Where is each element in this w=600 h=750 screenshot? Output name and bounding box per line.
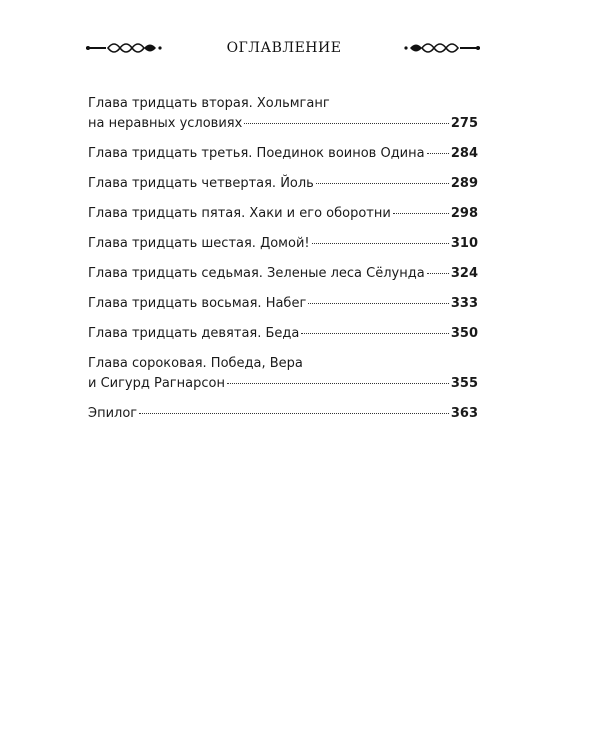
entry-title: Глава тридцать восьмая. Набег [88, 296, 307, 311]
toc-entry[interactable] [88, 174, 478, 194]
page-number: 298 [450, 206, 478, 221]
dot-leader [301, 333, 448, 334]
dot-leader [427, 273, 449, 274]
page-number: 289 [450, 176, 478, 191]
dot-leader [244, 123, 449, 124]
toc-entry[interactable] [88, 234, 478, 254]
page-number: 324 [450, 266, 478, 281]
toc-entry[interactable] [88, 354, 478, 394]
dot-leader [139, 413, 449, 414]
entry-title: Глава тридцать девятая. Беда [88, 326, 300, 341]
page-number: 284 [450, 146, 478, 161]
toc-entry[interactable] [88, 94, 478, 134]
entry-title: Эпилог [88, 406, 138, 421]
page-header [84, 38, 484, 58]
toc-entry[interactable] [88, 204, 478, 224]
entry-title: Глава тридцать пятая. Хаки и его оборотни [88, 206, 391, 221]
ornament-icon [84, 38, 164, 58]
entry-title: и Сигурд Рагнарсон [88, 376, 225, 391]
toc-entry[interactable] [88, 144, 478, 164]
ornament-icon [402, 38, 482, 58]
entry-title: Глава тридцать вторая. Хольмганг [88, 96, 330, 111]
dot-leader [427, 153, 449, 154]
dot-leader [393, 213, 449, 214]
entry-title: на неравных условиях [88, 116, 243, 131]
entry-title: Глава тридцать седьмая. Зеленые леса Сёлунда [88, 266, 425, 281]
page-number: 310 [450, 236, 478, 251]
table-of-contents [88, 94, 478, 434]
toc-entry[interactable] [88, 264, 478, 284]
dot-leader [308, 303, 449, 304]
entry-title: Глава сороковая. Победа, Вера [88, 356, 303, 371]
page-number: 363 [450, 406, 478, 421]
page-number: 355 [450, 376, 478, 391]
page-number: 350 [450, 326, 478, 341]
toc-entry[interactable] [88, 324, 478, 344]
dot-leader [227, 383, 449, 384]
toc-entry[interactable] [88, 294, 478, 314]
page-title: ОГЛАВЛЕНИЕ [226, 40, 342, 56]
entry-title: Глава тридцать четвертая. Йоль [88, 176, 314, 191]
entry-title: Глава тридцать шестая. Домой! [88, 236, 310, 251]
dot-leader [316, 183, 449, 184]
page-number: 333 [450, 296, 478, 311]
entry-title: Глава тридцать третья. Поединок воинов Одина [88, 146, 425, 161]
dot-leader [312, 243, 449, 244]
toc-entry[interactable] [88, 404, 478, 424]
page-number: 275 [450, 116, 478, 131]
